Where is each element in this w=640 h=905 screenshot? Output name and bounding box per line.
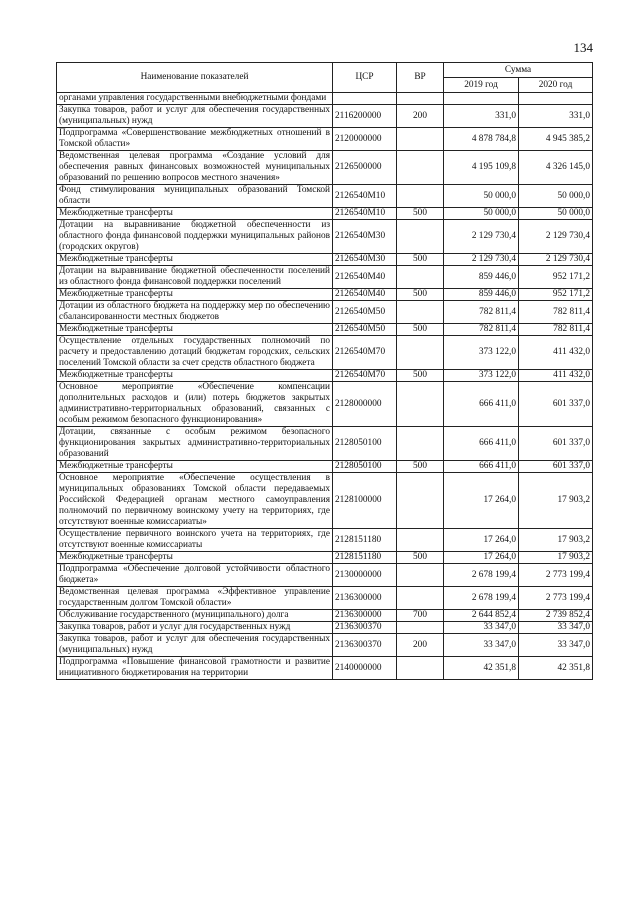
row-sum-2020: 782 811,4	[519, 324, 593, 336]
row-name: Закупка товаров, работ и услуг для обеспечения государственных (муниципальных) нужд	[57, 634, 333, 657]
budget-table	[56, 62, 593, 680]
row-name: Межбюджетные трансферты	[57, 324, 333, 336]
row-csr: 2126540М50	[333, 324, 397, 336]
row-csr: 2140000000	[333, 657, 397, 680]
table-row	[57, 473, 593, 529]
row-sum-2019: 782 811,4	[444, 324, 519, 336]
row-vr	[397, 427, 444, 461]
row-name: Осуществление отдельных государственных полномочий по расчету и предоставлению дотаций бюджетам городских, сельских поселений Томской области за счет средств областного бюджета	[57, 336, 333, 370]
row-csr: 2126540М10	[333, 185, 397, 208]
row-name: Дотации на выравнивание бюджетной обеспеченности поселений из областного фонда финансовой поддержки поселений	[57, 266, 333, 289]
row-vr: 500	[397, 324, 444, 336]
table-row	[57, 461, 593, 473]
table-row	[57, 657, 593, 680]
table-row	[57, 208, 593, 220]
row-csr: 2126540М50	[333, 301, 397, 324]
header-sum: Сумма	[444, 63, 593, 78]
row-vr: 500	[397, 254, 444, 266]
row-name: Ведомственная целевая программа «Эффективное управление государственным долгом Томской области»	[57, 587, 333, 610]
row-vr	[397, 151, 444, 185]
row-csr: 2126500000	[333, 151, 397, 185]
table-row	[57, 564, 593, 587]
table-row	[57, 301, 593, 324]
header-csr: ЦСР	[333, 63, 397, 93]
row-sum-2019: 373 122,0	[444, 370, 519, 382]
row-sum-2020: 33 347,0	[519, 634, 593, 657]
row-name: Фонд стимулирования муниципальных образований Томской области	[57, 185, 333, 208]
row-sum-2019: 2 644 852,4	[444, 610, 519, 622]
row-vr	[397, 564, 444, 587]
table-row	[57, 266, 593, 289]
row-csr: 2126540М40	[333, 266, 397, 289]
row-vr	[397, 382, 444, 427]
row-sum-2020: 782 811,4	[519, 301, 593, 324]
row-vr	[397, 622, 444, 634]
row-sum-2020: 331,0	[519, 105, 593, 128]
row-sum-2020: 411 432,0	[519, 370, 593, 382]
row-name: Межбюджетные трансферты	[57, 552, 333, 564]
table-row	[57, 587, 593, 610]
table-row	[57, 427, 593, 461]
table-row	[57, 634, 593, 657]
row-csr: 2136300370	[333, 622, 397, 634]
row-sum-2020: 952 171,2	[519, 266, 593, 289]
row-sum-2019: 2 129 730,4	[444, 220, 519, 254]
row-vr	[397, 266, 444, 289]
row-sum-2020: 601 337,0	[519, 427, 593, 461]
row-csr: 2126540М10	[333, 208, 397, 220]
row-name: Основное мероприятие «Обеспечение компенсации дополнительных расходов и (или) потерь бюджетов закрытых административно-территориальных образований, связанных с особым режимом безопасного функционирования»	[57, 382, 333, 427]
row-sum-2019: 859 446,0	[444, 289, 519, 301]
row-sum-2019: 331,0	[444, 105, 519, 128]
row-csr: 2126540М40	[333, 289, 397, 301]
table-row	[57, 622, 593, 634]
row-sum-2020: 50 000,0	[519, 208, 593, 220]
table-row	[57, 324, 593, 336]
row-sum-2019: 373 122,0	[444, 336, 519, 370]
row-csr: 2130000000	[333, 564, 397, 587]
row-sum-2019: 859 446,0	[444, 266, 519, 289]
row-sum-2020: 2 739 852,4	[519, 610, 593, 622]
row-sum-2019: 17 264,0	[444, 529, 519, 552]
table-row	[57, 93, 593, 105]
table-row	[57, 254, 593, 266]
row-sum-2020: 17 903,2	[519, 552, 593, 564]
row-sum-2020: 601 337,0	[519, 461, 593, 473]
table-row	[57, 128, 593, 151]
row-sum-2019	[444, 93, 519, 105]
table-row	[57, 610, 593, 622]
row-sum-2019: 2 678 199,4	[444, 564, 519, 587]
row-name: Дотации, связанные с особым режимом безопасного функционирования закрытых административно-территориальных образований	[57, 427, 333, 461]
row-sum-2020: 33 347,0	[519, 622, 593, 634]
row-sum-2019: 666 411,0	[444, 427, 519, 461]
row-vr	[397, 336, 444, 370]
row-sum-2019: 50 000,0	[444, 185, 519, 208]
row-csr: 2136300000	[333, 587, 397, 610]
row-csr: 2128000000	[333, 382, 397, 427]
row-sum-2019: 2 678 199,4	[444, 587, 519, 610]
row-csr: 2128151180	[333, 529, 397, 552]
row-name: Дотации из областного бюджета на поддержку мер по обеспечению сбалансированности местных бюджетов	[57, 301, 333, 324]
row-vr: 700	[397, 610, 444, 622]
row-sum-2019: 4 878 784,8	[444, 128, 519, 151]
row-vr: 500	[397, 208, 444, 220]
table-row	[57, 552, 593, 564]
row-sum-2019: 17 264,0	[444, 552, 519, 564]
row-sum-2020: 601 337,0	[519, 382, 593, 427]
row-vr: 500	[397, 461, 444, 473]
row-csr: 2128151180	[333, 552, 397, 564]
row-csr: 2126540М70	[333, 370, 397, 382]
row-name: Дотации на выравнивание бюджетной обеспеченности из областного фонда финансовой поддержки муниципальных районов (городских округов)	[57, 220, 333, 254]
table-row	[57, 185, 593, 208]
row-name: Подпрограмма «Обеспечение долговой устойчивости областного бюджета»	[57, 564, 333, 587]
table-row	[57, 220, 593, 254]
row-sum-2020: 17 903,2	[519, 529, 593, 552]
row-name: Ведомственная целевая программа «Создание условий для обеспечения равных финансовых возможностей муниципальных образований по решению вопросов местного значения»	[57, 151, 333, 185]
row-sum-2019: 33 347,0	[444, 634, 519, 657]
row-sum-2019: 666 411,0	[444, 461, 519, 473]
row-sum-2020	[519, 93, 593, 105]
row-vr: 200	[397, 634, 444, 657]
row-sum-2019: 782 811,4	[444, 301, 519, 324]
table-body	[57, 93, 593, 680]
header-vr: ВР	[397, 63, 444, 93]
header-year-2019: 2019 год	[444, 78, 519, 93]
row-name: Межбюджетные трансферты	[57, 254, 333, 266]
table-row	[57, 336, 593, 370]
row-name: Межбюджетные трансферты	[57, 208, 333, 220]
row-name: Подпрограмма «Повышение финансовой грамотности и развитие инициативного бюджетирования на территории	[57, 657, 333, 680]
row-name: Межбюджетные трансферты	[57, 370, 333, 382]
row-sum-2019: 666 411,0	[444, 382, 519, 427]
row-vr	[397, 93, 444, 105]
row-vr	[397, 220, 444, 254]
header-name: Наименование показателей	[57, 63, 333, 93]
row-sum-2020: 50 000,0	[519, 185, 593, 208]
row-csr: 2136300000	[333, 610, 397, 622]
row-name: Подпрограмма «Совершенствование межбюджетных отношений в Томской области»	[57, 128, 333, 151]
row-sum-2019: 2 129 730,4	[444, 254, 519, 266]
row-vr	[397, 301, 444, 324]
row-sum-2020: 2 773 199,4	[519, 564, 593, 587]
row-vr: 200	[397, 105, 444, 128]
row-vr	[397, 657, 444, 680]
table-row	[57, 151, 593, 185]
row-vr	[397, 587, 444, 610]
table-row	[57, 105, 593, 128]
row-sum-2020: 42 351,8	[519, 657, 593, 680]
row-vr	[397, 128, 444, 151]
row-sum-2020: 2 129 730,4	[519, 254, 593, 266]
table-row	[57, 370, 593, 382]
page-number: 134	[573, 40, 593, 55]
row-vr	[397, 529, 444, 552]
row-vr	[397, 185, 444, 208]
row-name: Закупка товаров, работ и услуг для обеспечения государственных (муниципальных) нужд	[57, 105, 333, 128]
row-sum-2019: 4 195 109,8	[444, 151, 519, 185]
row-csr: 2126540М30	[333, 254, 397, 266]
row-name: Межбюджетные трансферты	[57, 289, 333, 301]
row-csr: 2128100000	[333, 473, 397, 529]
header-year-2020: 2020 год	[519, 78, 593, 93]
row-name: Обслуживание государственного (муниципального) долга	[57, 610, 333, 622]
row-sum-2019: 33 347,0	[444, 622, 519, 634]
row-vr: 500	[397, 552, 444, 564]
table-header	[57, 63, 593, 93]
row-csr: 2126540М70	[333, 336, 397, 370]
row-csr: 2116200000	[333, 105, 397, 128]
row-sum-2020: 411 432,0	[519, 336, 593, 370]
row-vr: 500	[397, 289, 444, 301]
table-row	[57, 382, 593, 427]
row-name: Межбюджетные трансферты	[57, 461, 333, 473]
row-csr: 2128050100	[333, 427, 397, 461]
row-name: Осуществление первичного воинского учета на территориях, где отсутствуют военные комиссариаты	[57, 529, 333, 552]
row-csr: 2128050100	[333, 461, 397, 473]
row-name: органами управления государственными внебюджетными фондами	[57, 93, 333, 105]
table-row	[57, 289, 593, 301]
row-vr	[397, 473, 444, 529]
row-vr: 500	[397, 370, 444, 382]
row-name: Закупка товаров, работ и услуг для государственных нужд	[57, 622, 333, 634]
row-sum-2019: 42 351,8	[444, 657, 519, 680]
row-sum-2020: 4 945 385,2	[519, 128, 593, 151]
row-sum-2019: 50 000,0	[444, 208, 519, 220]
row-sum-2020: 2 773 199,4	[519, 587, 593, 610]
row-csr: 2126540М30	[333, 220, 397, 254]
row-sum-2020: 17 903,2	[519, 473, 593, 529]
row-csr: 2120000000	[333, 128, 397, 151]
row-sum-2019: 17 264,0	[444, 473, 519, 529]
row-sum-2020: 2 129 730,4	[519, 220, 593, 254]
row-csr: 2136300370	[333, 634, 397, 657]
row-name: Основное мероприятие «Обеспечение осуществления в муниципальных образованиях Томской области передаваемых Российской Федерацией органам местного самоуправления полномочий по первичному воинскому учету на территориях, где отсутствуют военные комиссариаты»	[57, 473, 333, 529]
row-sum-2020: 952 171,2	[519, 289, 593, 301]
row-sum-2020: 4 326 145,0	[519, 151, 593, 185]
table-row	[57, 529, 593, 552]
row-csr	[333, 93, 397, 105]
